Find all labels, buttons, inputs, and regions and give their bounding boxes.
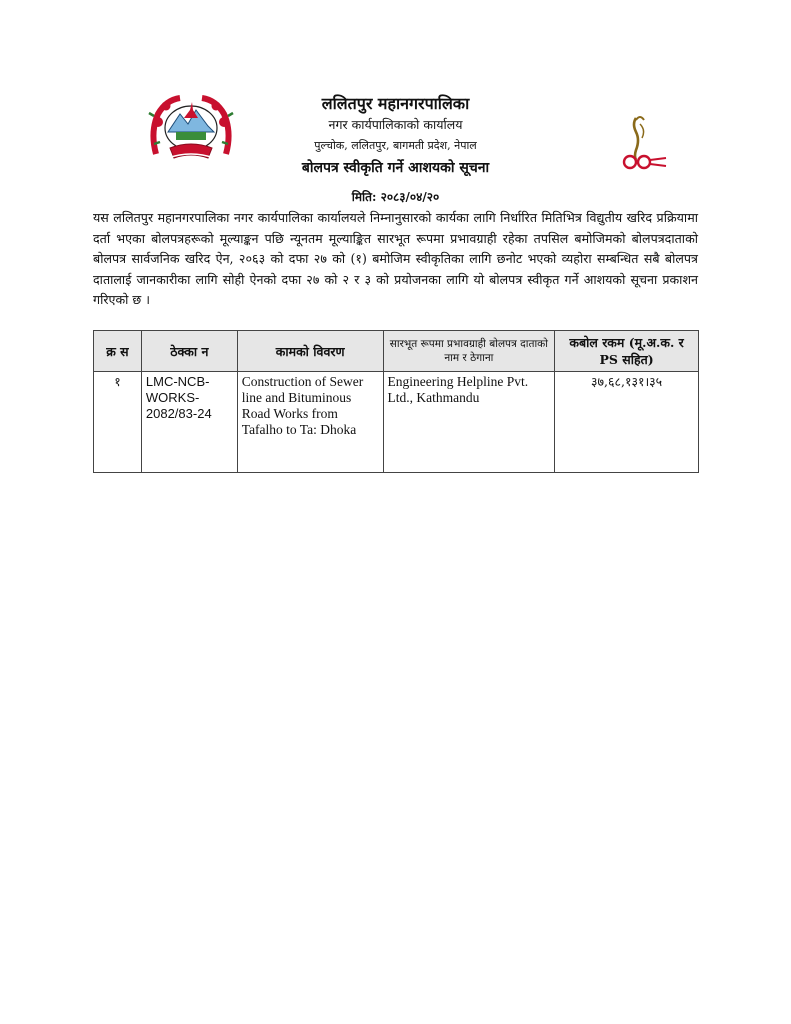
header-amount: कबोल रकम (मू.अ.क. र PS सहित) [555, 331, 699, 372]
office-address: पुल्चोक, ललितपुर, बागमती प्रदेश, नेपाल [314, 139, 477, 152]
header-sn: क्र स [94, 331, 142, 372]
row-amount: ३७,६८,१३१।३५ [555, 372, 699, 473]
office-name: नगर कार्यपालिकाको कार्यालय [328, 117, 463, 132]
notice-title: बोलपत्र स्वीकृति गर्ने आशयको सूचना [301, 160, 490, 176]
row-bidder: Engineering Helpline Pvt. Ltd., Kathmandu [383, 372, 555, 473]
table-header-row [94, 331, 699, 372]
table-row [94, 372, 699, 473]
row-work-description: Construction of Sewer line and Bituminous Road Works from Tafalho to Ta: Dhoka [237, 372, 383, 473]
notice-date: मिति: २०८३/०४/२० [351, 190, 440, 204]
header-bidder: सारभूत रूपमा प्रभावग्राही बोलपत्र दाताको नाम र ठेगाना [383, 331, 555, 372]
bid-award-table [93, 330, 699, 473]
header-work-description: कामको विवरण [237, 331, 383, 372]
row-sn: १ [94, 372, 142, 473]
notice-body-paragraph: यस ललितपुर महानगरपालिका नगर कार्यपालिका कार्यालयले निम्नानुसारको कार्यका लागि निर्धारित मितिभित्र विद्युतीय खरिद प्रक्रियामा दर्ता भएका बोलपत्रहरूको मूल्याङ्कन पछि न्यूनतम मूल्याङ्कित सारभूत रूपमा प्रभावग्राही रहेका तपसिल बमोजिमको बोलपत्रदाताको बोलपत्र सार्वजनिक खरिद ऐन, २०६३ को दफा २७ को (१) बमोजिम स्वीकृतिका लागि छनोट भएको व्यहोरा सम्बन्धित सबै बोलपत्र दातालाई जानकारीका लागि सोही ऐनको दफा २७ को २ र ३ को प्रयोजनका लागि यो बोलपत्र स्वीकृत गर्ने आशयको सूचना प्रकाशन गरिएको छ । [93, 210, 698, 308]
row-contract-no: LMC-NCB-WORKS-2082/83-24 [141, 372, 237, 473]
municipality-title: ललितपुर महानगरपालिका [321, 94, 470, 113]
header-contract-no: ठेक्का न [141, 331, 237, 372]
